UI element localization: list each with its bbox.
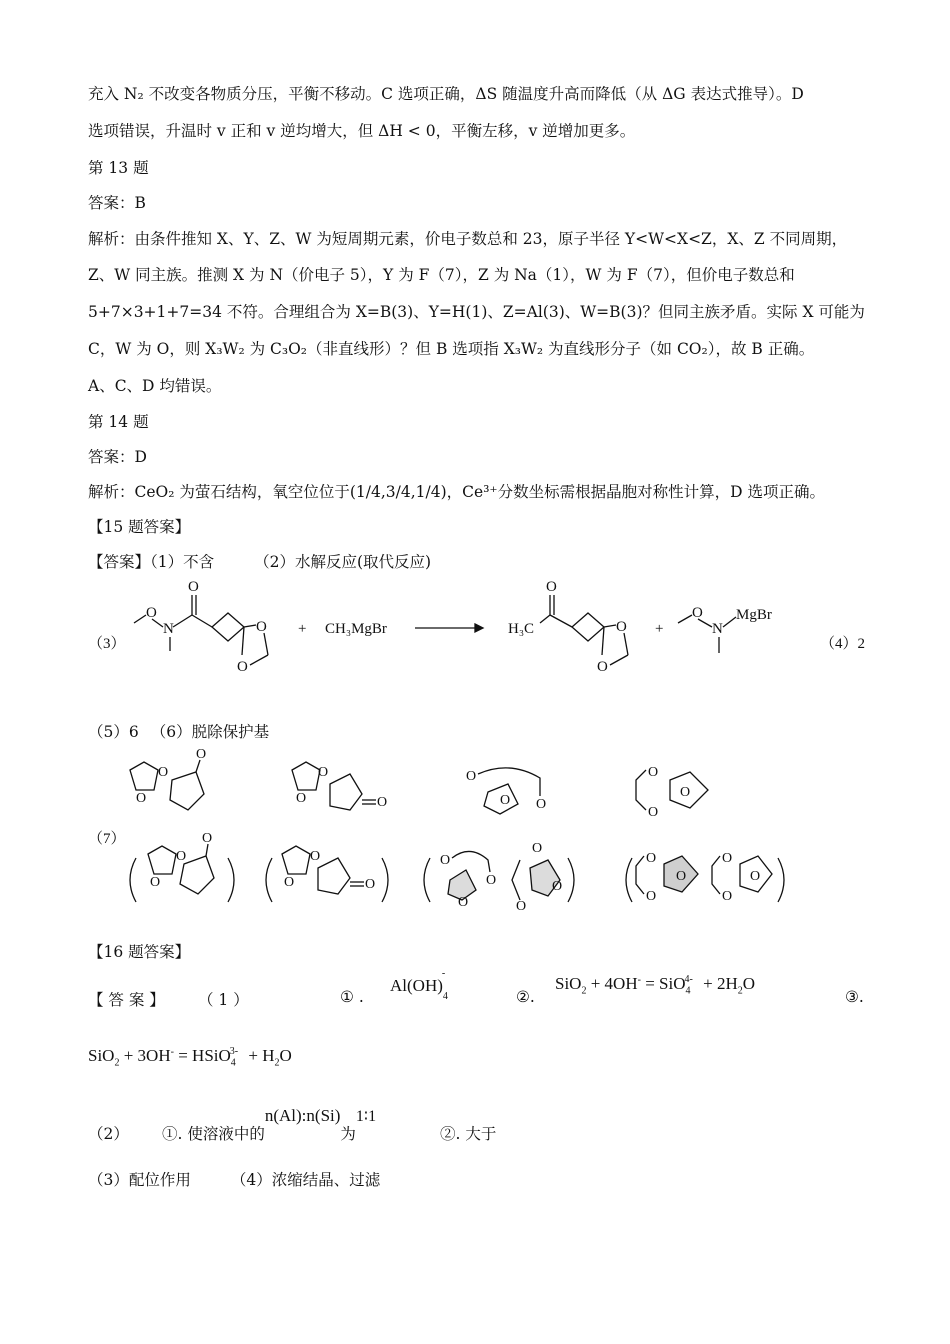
q15-part-7-label: （7） [88,831,126,847]
q14-analysis: 解析：CeO₂ 为萤石结构，氧空位位于(1/4,3/4,1/4)，Ce³⁺分数坐标需根据晶胞对称性计算，D 选项正确。 [88,483,825,501]
svg-text:O: O [377,795,388,810]
svg-text:O: O [616,619,627,635]
q13-analysis-4: C，W 为 O，则 X₃W₂ 为 C₃O₂（非直线形）？但 B 选项指 X₃W₂ 为直线形分子（如 CO₂），故 B 正确。 [88,340,815,358]
q16-choice-2: ②. [516,988,535,1006]
q16-eq-2: $SiO_2 + 4OH^- = SiO_4^{4-} + 2H_2O$ [555,974,756,997]
q16-ratio-value: 1∶1 [355,1108,377,1125]
q16-choice-2-1-mid: 为 [340,1125,356,1143]
svg-text:O: O [648,765,659,780]
q15-part-5: （5）6 [88,723,139,741]
q16-parts-3-4 [88,1168,380,1190]
q14-title: 第 14 题 [88,413,149,431]
q15-part-1: （1）不含 [150,553,215,571]
svg-text:O: O [296,791,307,806]
svg-text:N: N [163,621,174,637]
svg-text:O: O [648,805,659,820]
q15-part-3-label: （3） [88,636,126,652]
isomer-1-stereo [148,831,214,894]
svg-text:O: O [440,853,451,868]
svg-text:O: O [458,895,469,910]
q16-part-1: （ 1 ） [198,991,249,1009]
svg-text:O: O [318,765,329,780]
svg-text:O: O [680,785,691,800]
svg-text:O: O [176,849,187,864]
q16-choice-1: ① . [340,988,364,1006]
svg-text:O: O [136,791,147,806]
svg-text:O: O [646,889,657,904]
q16-answer-tag: 【 答 案 】 [88,991,165,1009]
q16-header: 【16 题答案】 [88,943,191,961]
q15-parts-5-6 [88,720,269,742]
svg-text:O: O [500,793,511,808]
isomer-4 [636,765,708,820]
q15-answer-line [88,550,431,572]
svg-text:O: O [237,659,248,675]
q16-choice-2-1-pre: ①. 使溶液中的 [162,1125,265,1143]
isomer-3-stereo [440,841,562,914]
q15-reaction-scheme [0,575,950,705]
q16-eq-3: SiO$_2$ + 3OH- = HSiO$_4^{3-}$ + $H_2O$ [88,1046,292,1069]
q15-plus-2: + [655,621,664,637]
q13-analysis-2: Z、W 同主族。推测 X 为 N（价电子 5），Y 为 F（7），Z 为 Na（1），W 为 F（7），但价电子数总和 [88,266,795,284]
isomer-2 [292,762,387,810]
q15-answer-tag: 【答案】 [88,553,151,571]
svg-text:O: O [256,619,267,635]
svg-text:O: O [150,875,161,890]
q16-part-2: （2） [88,1125,129,1143]
q12-line-2: 选项错误，升温时 v 正和 v 逆均增大，但 ΔH < 0，平衡左移，v 逆增加更多。 [88,122,636,140]
svg-text:O: O [536,797,547,812]
isomer-4-stereo [636,851,772,904]
svg-text:O: O [676,869,687,884]
svg-text:O: O [722,851,733,866]
svg-text:MgBr: MgBr [736,607,772,623]
q16-part-4: （4）浓缩结晶、过滤 [230,1171,381,1189]
q15-plus-1: + [298,621,307,637]
svg-text:N: N [712,621,723,637]
svg-text:O: O [466,769,477,784]
svg-text:O: O [188,579,199,595]
svg-text:O: O [597,659,608,675]
svg-text:O: O [722,889,733,904]
q14-answer: 答案：D [88,448,147,466]
q15-part-4: （4）2 [820,636,866,652]
q16-choice-2-2: ②. 大于 [440,1125,497,1143]
q16-eq-1: $Al(OH)_4^-$ [390,968,448,1003]
q16-ratio: n(Al):n(Si) [264,1106,341,1125]
q12-line-1: 充入 N₂ 不改变各物质分压，平衡不移动。C 选项正确，ΔS 随温度升高而降低（从 ΔG 表达式推导）。D [88,85,804,103]
svg-text:O: O [546,579,557,595]
svg-text:O: O [692,605,703,621]
svg-text:O: O [750,869,761,884]
svg-text:H₃C: H₃C [508,621,535,637]
svg-text:O: O [284,875,295,890]
q15-part-6: （6）脱除保护基 [150,723,270,741]
svg-text:O: O [146,605,157,621]
svg-text:O: O [196,747,207,762]
svg-text:O: O [516,899,527,914]
q13-analysis-5: A、C、D 均错误。 [88,377,222,395]
svg-text:O: O [202,831,213,846]
q15-reagent: CH₃MgBr [325,621,387,637]
svg-text:O: O [552,879,563,894]
q16-choice-2-1 [162,1106,377,1144]
q15-isomer-structures [0,740,950,920]
q13-title: 第 13 题 [88,159,149,177]
svg-text:O: O [486,873,497,888]
isomer-1 [130,747,206,810]
q15-part-2: （2）水解反应(取代反应) [254,553,432,571]
svg-text:O: O [532,841,543,856]
q13-answer: 答案：B [88,194,146,212]
q13-analysis-3: 5+7×3+1+7=34 不符。合理组合为 X=B(3)、Y=H(1)、Z=Al(3)、W=B(3)？但同主族矛盾。实际 X 可能为 [88,303,865,321]
q13-analysis-1: 解析：由条件推知 X、Y、Z、W 为短周期元素，价电子数总和 23，原子半径 Y<W<X<Z，X、Z 不同周期， [88,230,848,248]
svg-text:O: O [310,849,321,864]
q16-choice-3: ③. [845,988,864,1006]
svg-text:O: O [158,765,169,780]
q15-header: 【15 题答案】 [88,518,191,536]
isomer-3 [466,768,546,814]
svg-text:O: O [646,851,657,866]
q16-part-3: （3）配位作用 [88,1171,191,1189]
svg-text:O: O [365,877,376,892]
isomer-2-stereo [282,846,375,894]
